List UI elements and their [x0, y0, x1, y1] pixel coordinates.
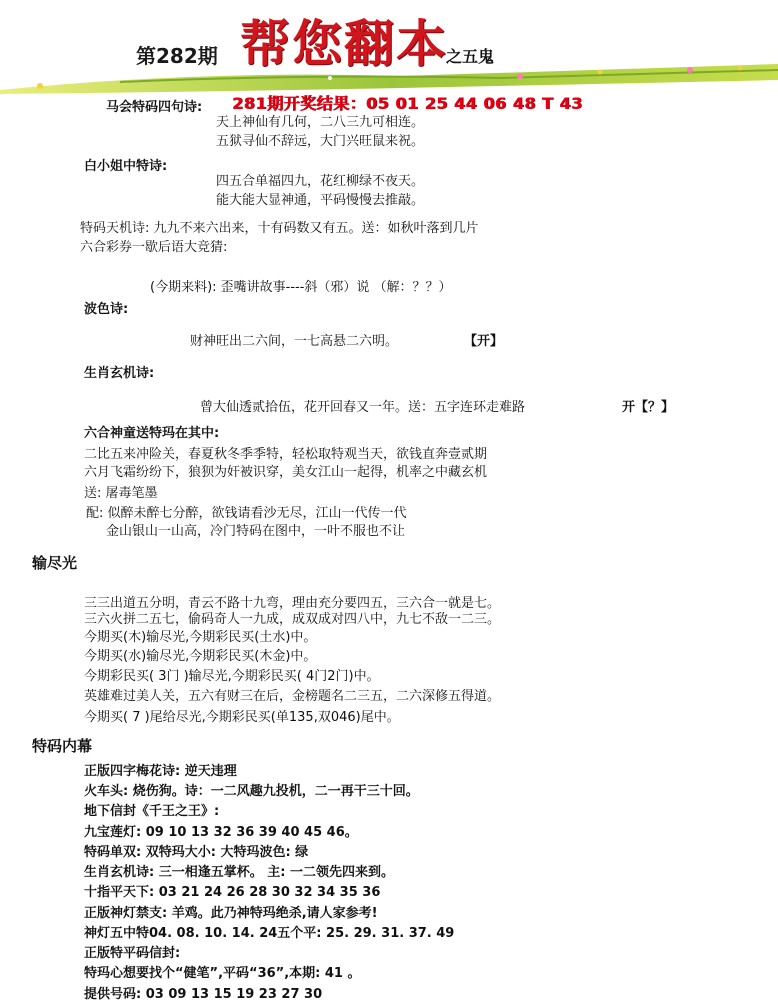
riddle-text: (今期来料): 歪嘴讲故事----斜（邪）说 （解：？？） [150, 280, 452, 295]
lose-all-title: 输尽光 [32, 554, 78, 572]
wave-poem-tag: 【开】 [464, 334, 504, 349]
wave-poem-line: 财神旺出二六间，一七高悬二六明。 [190, 334, 399, 349]
inside-line: 特玛心想要找个“健笔”,平码“36”,本期: 41 。 [84, 966, 361, 981]
child-poem-pair: 配: 似醉未醉七分醉，欲钱请看沙无尽，江山一代传一代 [86, 506, 407, 521]
child-poem-line: 二比五来冲险关，春夏秋冬季季特，轻松取特观当天，欲钱直奔壹贰期 [84, 447, 488, 462]
child-poem-label: 六合神童送特玛在其中: [84, 426, 220, 441]
lose-all-line: 三六火拼二五七，偷码奇人一九成，成双成对四八中，九七不敌一二三。 [84, 612, 501, 627]
lose-all-line: 三三出道五分明，青云不路十九弯，理由充分要四五，三六合一就是七。 [84, 596, 501, 611]
horse-poem-line: 五狱寻仙不辞远，大门兴旺鼠来祝。 [216, 134, 425, 149]
lose-all-line: 今期买(木)输尽光,今期彩民买(土水)中。 [84, 630, 317, 645]
inside-line: 生肖玄机诗: 三一相逢五掌杯。 主: 一二领先四来到。 [84, 865, 394, 880]
inside-line: 神灯五中特04. 08. 10. 14. 24五个平: 25. 29. 31. 37. 49 [84, 926, 455, 941]
brand-subtitle: 之五鬼 [446, 47, 495, 66]
miss-white-line: 四五合单福四九，花红柳绿不夜天。 [216, 174, 425, 189]
inside-line: 特码单双: 双特玛大小: 大特玛波色: 绿 [84, 845, 309, 860]
issue-number: 第282期 [136, 44, 218, 68]
inside-line: 十指平天下: 03 21 24 26 28 30 32 34 35 36 [84, 885, 381, 900]
inside-line: 提供号码: 03 09 13 15 19 23 27 30 [84, 987, 323, 1002]
inside-line: 正版四字梅花诗: 逆天违理 [84, 764, 237, 779]
inside-line: 正版特平码信封: [84, 946, 181, 961]
lose-all-line: 英雄难过美人关，五六有财三在后，金榜题名二三五，二六深修五得道。 [84, 689, 501, 704]
last-result: 281期开奖结果：05 01 25 44 06 48 T 43 [232, 94, 583, 113]
header-banner [0, 0, 778, 95]
tianji-line: 特码天机诗: 九九不来六出来，十有码数又有五。送：如秋叶落到几片 [80, 221, 479, 236]
zodiac-poem-line: 曾大仙透贰拾伍，花开回春又一年。送：五字连环走难路 [200, 400, 526, 415]
child-poem-line: 六月飞霜纷纷下，狼狈为奸被识穿，美女江山一起得，机率之中藏玄机 [84, 465, 488, 480]
inside-line: 地下信封《千王之王》: [84, 804, 220, 819]
inside-line: 九宝莲灯: 09 10 13 32 36 39 40 45 46。 [84, 825, 358, 840]
riddle-heading: 六合彩券一歇后语大竞猜: [80, 240, 228, 255]
zodiac-poem-label: 生肖玄机诗: [84, 366, 155, 381]
inside-line: 正版神灯禁支: 羊鸡。此乃神特玛绝杀,请人家参考! [84, 906, 378, 921]
miss-white-line: 能大能大显神通，平码慢慢去推敲。 [216, 193, 425, 208]
lose-all-line: 今期买(水)输尽光,今期彩民买(木金)中。 [84, 649, 317, 664]
wave-poem-label: 波色诗: [84, 302, 129, 317]
horse-poem-label: 马会特码四句诗: [106, 100, 203, 115]
child-poem-pair: 金山银山一山高，冷门特码在图中，一叶不服也不让 [106, 524, 406, 539]
inside-title: 特码内幕 [32, 737, 93, 755]
brand-title: 帮您翻本 [240, 14, 448, 73]
lose-all-line: 今期彩民买( 3门 )输尽光,今期彩民买( 4门2门)中。 [84, 669, 380, 684]
zodiac-poem-tag: 开【？】 [622, 400, 675, 415]
lose-all-line: 今期买( 7 )尾给尽光,今期彩民买(单135,双046)尾中。 [84, 710, 400, 725]
miss-white-label: 白小姐中特诗: [84, 159, 168, 174]
inside-line: 火车头: 烧伤狗。诗：一二风趣九投机，二一再干三十回。 [84, 784, 419, 799]
child-poem-send: 送: 屠毒笔墨 [84, 486, 158, 501]
horse-poem-line: 天上神仙有几何，二八三九可相连。 [216, 115, 425, 130]
